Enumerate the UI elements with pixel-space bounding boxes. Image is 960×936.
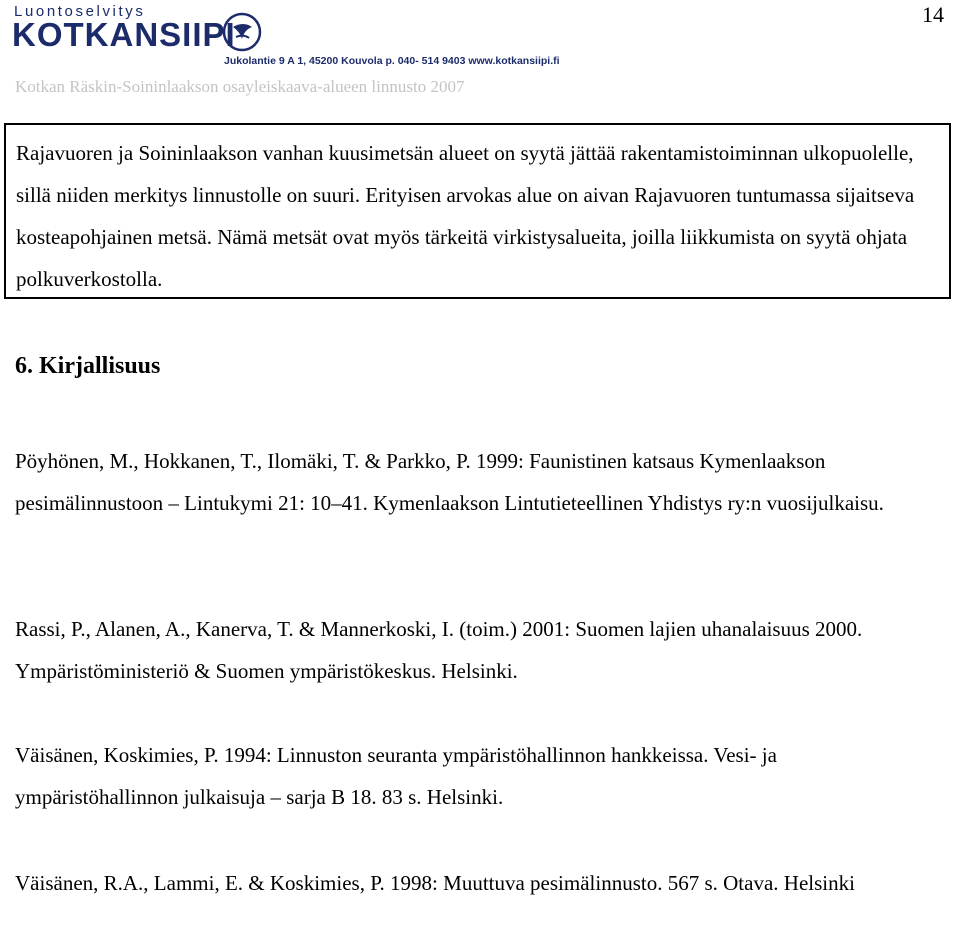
logo-address: Jukolantie 9 A 1, 45200 Kouvola p. 040- 514 9403 www.kotkansiipi.fi xyxy=(224,55,560,67)
running-title: Kotkan Räskin-Soininlaakson osayleiskaava-alueen linnusto 2007 xyxy=(15,77,465,96)
eagle-icon xyxy=(222,12,262,52)
boxed-paragraph xyxy=(4,123,951,299)
reference-item: Pöyhönen, M., Hokkanen, T., Ilomäki, T. & Parkko, P. 1999: Faunistinen katsaus Kymenlaakson pesimälinnustoon – Lintukymi 21: 10–41. Kymenlaakson Lintutieteellinen Yhdistys ry:n vuosijulkaisu. xyxy=(15,449,884,515)
logo-brand: KOTKANSIIPI xyxy=(12,16,236,53)
reference-item: Väisänen, R.A., Lammi, E. & Koskimies, P. 1998: Muuttuva pesimälinnusto. 567 s. Otava. Helsinki xyxy=(15,871,855,895)
boxed-paragraph-text: Rajavuoren ja Soininlaakson vanhan kuusimetsän alueet on syytä jättää rakentamistoiminnan ulkopuolelle, sillä niiden merkitys linnustolle on suuri. Erityisen arvokas alue on aivan Rajavuoren tuntumassa sijaitseva kosteapohjainen metsä. Nämä metsät ovat myös tärkeitä virkistysalueita, joilla liikkumista on syytä ohjata polkuverkostolla. xyxy=(16,141,915,291)
reference-item: Rassi, P., Alanen, A., Kanerva, T. & Mannerkoski, I. (toim.) 2001: Suomen lajien uhanalaisuus 2000. Ympäristöministeriö & Suomen ympäristökeskus. Helsinki. xyxy=(15,617,863,683)
kotkansiipi-logo xyxy=(12,3,560,71)
reference-item: Väisänen, Koskimies, P. 1994: Linnuston seuranta ympäristöhallinnon hankkeissa. Vesi- ja ympäristöhallinnon julkaisuja – sarja B 18. 83 s. Helsinki. xyxy=(15,743,777,809)
section-heading: 6. Kirjallisuus xyxy=(15,353,161,379)
page-number: 14 xyxy=(922,2,944,27)
logo-tagline: Luontoselvitys xyxy=(14,3,146,20)
